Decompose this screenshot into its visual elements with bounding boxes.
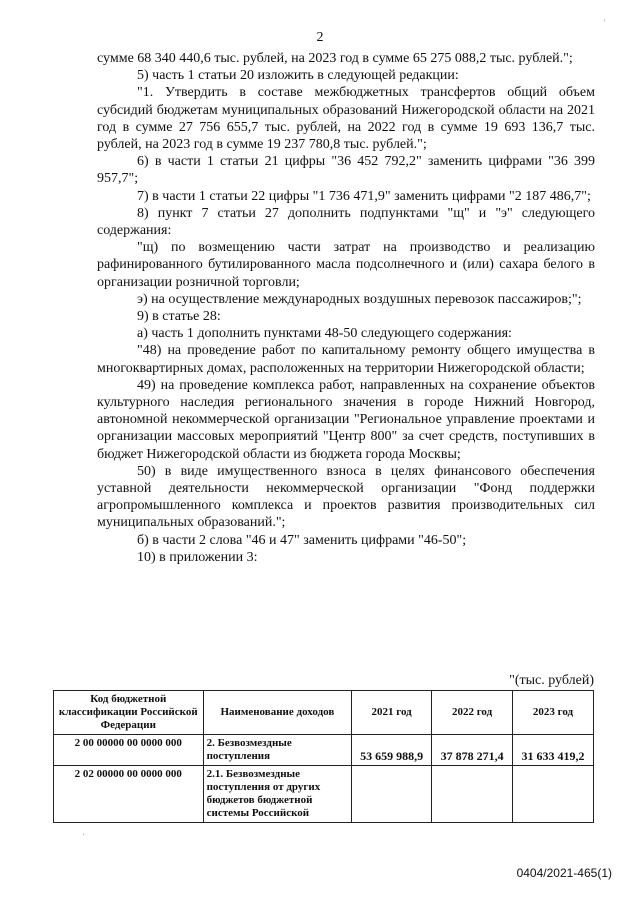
row-value-2021: 53 659 988,9	[352, 735, 432, 766]
paragraph-continuation: сумме 68 340 440,6 тыс. рублей, на 2023 год в сумме 65 275 088,2 тыс. рублей.";	[97, 51, 573, 66]
row-value-2022	[432, 766, 513, 823]
header-name: Наименование доходов	[203, 691, 352, 735]
paragraph-subitem-shch: "щ) по возмещению части затрат на производство и реализацию рафинированного бутилированного масла подсолнечного и (или) сахара белого в организации розничной торговли;	[97, 240, 595, 290]
scan-speck: '	[83, 832, 85, 841]
document-body	[97, 50, 595, 566]
table-row	[54, 735, 594, 766]
row-code: 2 02 00000 00 0000 000	[54, 766, 204, 823]
header-2021: 2021 год	[352, 691, 432, 735]
unit-note: "(тыс. рублей)	[509, 673, 594, 688]
paragraph-point-50: 50) в виде имущественного взноса в целях финансового обеспечения уставной деятельности некоммерческой организации "Фонд поддержки агропромышленного комплекса и проектов развития производительных сил муниципальных образований.";	[97, 463, 595, 531]
row-code: 2 00 00000 00 0000 000	[54, 735, 204, 766]
paragraph-subitem-e: э) на осуществление международных воздушных перевозок пассажиров;";	[137, 291, 582, 307]
row-value-2022: 37 878 271,4	[432, 735, 513, 766]
row-value-2023	[513, 766, 594, 823]
page-number: 2	[316, 30, 324, 45]
row-name: 2. Безвозмездные поступления	[203, 735, 352, 766]
paragraph-point-49: 49) на проведение комплекса работ, направленных на сохранение объектов культурного наследия регионального значения в городе Нижний Новгород, автономной некоммерческой организации "Региональное управление проектами и организации массовых мероприятий "Центр 800" за счет средств, поступивших в бюджет Нижегородской области из бюджета города Москвы;	[97, 377, 595, 462]
paragraph-article-20-text: "1. Утвердить в составе межбюджетных трансфертов общий объем субсидий бюджетам муниципальных образований Нижегородской области на 2021 год в сумме 27 756 655,7 тыс. рублей, на 2022 год в сумме 19 693 136,7 тыс. рублей, на 2023 год в сумме 19 237 780,8 тыс. рублей.";	[97, 85, 595, 153]
paragraph-point-48: "48) на проведение работ по капитальному ремонту общего имущества в многоквартирных домах, расположенных на территории Нижегородской области;	[97, 343, 595, 376]
header-2022: 2022 год	[432, 691, 513, 735]
header-code: Код бюджетной классификации Российской Федерации	[54, 691, 204, 735]
paragraph-item-5: 5) часть 1 статьи 20 изложить в следующей редакции:	[137, 68, 459, 84]
paragraph-item-9a: а) часть 1 дополнить пунктами 48-50 следующего содержания:	[137, 326, 512, 342]
table-row	[54, 766, 594, 823]
paragraph-item-9b: б) в части 2 слова "46 и 47" заменить цифрами "46-50";	[137, 532, 467, 548]
paragraph-item-7: 7) в части 1 статьи 22 цифры "1 736 471,9" заменить цифрами "2 187 486,7";	[137, 188, 591, 204]
paragraph-item-6: 6) в части 1 статьи 21 цифры "36 452 792,2" заменить цифрами "36 399 957,7";	[97, 154, 595, 187]
scan-speck: '	[604, 18, 606, 27]
header-2023: 2023 год	[513, 691, 594, 735]
income-table	[53, 690, 594, 823]
paragraph-item-9: 9) в статье 28:	[137, 309, 221, 325]
row-value-2021	[352, 766, 432, 823]
paragraph-item-10: 10) в приложении 3:	[137, 549, 258, 565]
row-name: 2.1. Безвозмездные поступления от других бюджетов бюджетной системы Российской	[203, 766, 352, 823]
document-code: 0404/2021-465(1)	[516, 866, 612, 880]
paragraph-item-8: 8) пункт 7 статьи 27 дополнить подпунктами "щ" и "э" следующего содержания:	[97, 205, 595, 239]
table-header-row	[54, 691, 594, 735]
row-value-2023: 31 633 419,2	[513, 735, 594, 766]
